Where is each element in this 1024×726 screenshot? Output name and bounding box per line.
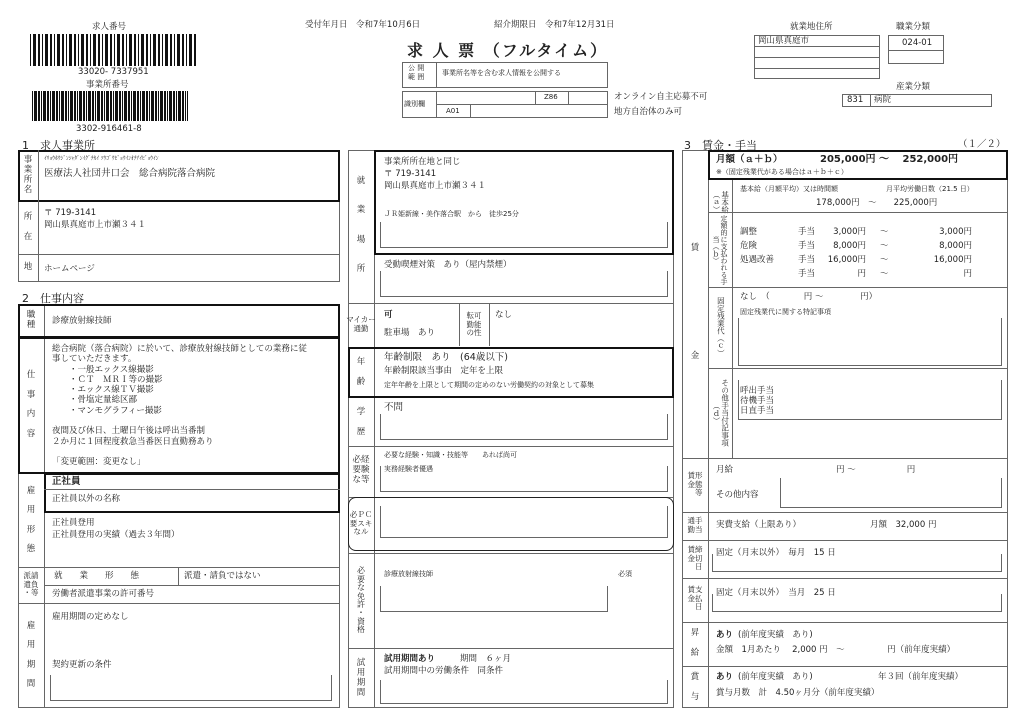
duties-label: 仕 事 内 容 (26, 370, 36, 439)
workplace-postal: 〒 719-3141 (384, 169, 437, 179)
allowance-unit: 手当 (798, 227, 816, 237)
workplace-address-value: 岡山県真庭市 (758, 36, 810, 46)
barcode-bar (95, 91, 96, 121)
trial-bracket (380, 680, 668, 704)
avg-work-days: 月平均労働日数（21.5 日） (886, 185, 974, 193)
payday-bracket (712, 594, 1002, 612)
wage-form-bracket (780, 478, 1002, 508)
barcode-bar (66, 34, 67, 66)
wage-form-label: 賃形 金態 等 (687, 471, 703, 498)
address-label: 所 在 (23, 212, 33, 242)
barcode-bar (122, 34, 124, 66)
bonus-record: (前年度実績 あり) (738, 672, 813, 682)
license-label: 必 要 な 免 許 ・ 資 格 (357, 566, 365, 635)
trial-value: 試用期間あり (384, 654, 436, 664)
duties-line: ・一般エックス線撮影 (52, 364, 154, 375)
barcode-bar (42, 34, 43, 66)
job-class-label: 職業分類 (896, 22, 931, 32)
transfer-label: 転可 勤能 の性 (466, 311, 482, 338)
commute-allowance-label: 通手 勤当 (687, 516, 703, 534)
license-bracket (380, 586, 608, 612)
dispatch-form: 就 業 形 態 (54, 571, 140, 581)
company-name: 医療法人社団井口会 総合病院落合病院 (44, 168, 216, 179)
education-value: 不問 (384, 402, 404, 413)
duties-line: ・エックス線ＴＶ撮影 (52, 385, 154, 396)
duties-line: 事していただきます。 (52, 354, 137, 365)
commute-allowance-text: 実費支給（上限あり） (716, 520, 802, 530)
allowance-max: 円 (963, 269, 972, 279)
license-name: 診療放射線技師 (384, 570, 433, 578)
barcode-bar (149, 91, 150, 121)
license-required: 必須 (618, 570, 632, 578)
local-gov-note: 地方自治体のみ可 (614, 107, 683, 117)
trial-conditions: 試用期間中の労働条件 同条件 (384, 666, 504, 676)
workplace-bracket (380, 222, 668, 248)
duties-line: ・骨塩定量総区鄙 (52, 395, 138, 406)
barcode-bar (169, 91, 172, 121)
promotion: 正社員登用 (52, 518, 95, 528)
barcode-bar (187, 91, 188, 121)
received-date: 受付年月日 令和7年10月6日 (305, 20, 421, 30)
base-wage-range: 178,000円 〜 225,000円 (816, 198, 938, 208)
barcode-bar (41, 91, 42, 121)
company-kana: ｲﾘｮｳﾎｳｼﾞﾝｼｬﾀﾞﾝｲｸﾞﾁｶｲ ｿｳｺﾞｳﾋﾞｮｳｲﾝｵﾁｱｲﾋﾞｮｳｲﾝ (44, 156, 159, 162)
raise-label: 昇 給 (690, 628, 700, 658)
duties-line (52, 416, 307, 426)
base-wage-text: 基本給（月額平均）又は時間額 (740, 185, 838, 193)
barcode-bar (56, 91, 58, 121)
commute-label: マイカー 通勤 (346, 315, 376, 333)
workplace-address: 岡山県真庭市上市瀬３４１ (384, 181, 487, 191)
barcode-bar (186, 34, 187, 66)
overtime-side-label: 固定残業代（ｃ） (716, 297, 726, 357)
payday-label: 賃支 金払 日 (687, 585, 703, 612)
barcode-bar (178, 91, 181, 121)
allowance-min: 3,000円 (833, 227, 866, 237)
barcode-bar (78, 34, 79, 66)
dispatch-value: 派遣・請負ではない (184, 571, 261, 581)
barcode-bar (34, 91, 37, 121)
industry-name: 病院 (874, 95, 892, 105)
barcode-bar (57, 34, 60, 66)
experience-detail: 実務経験者優遇 (384, 465, 433, 473)
allowance-sep: 〜 (880, 255, 889, 265)
duties-line: 「変更範囲：変更なし」 (52, 457, 146, 468)
other-allowance-item: 待機手当 (740, 396, 775, 406)
workplace-address-label: 就業地住所 (790, 22, 833, 32)
overtime-note: 固定残業代に関する特記事項 (740, 308, 831, 316)
allowance-name: 危険 (740, 241, 758, 251)
age-limit: 年齢制限 あり (64歳以下) (384, 352, 509, 363)
barcode-bar (50, 34, 52, 66)
overtime-bracket (738, 318, 1002, 366)
barcode-bar (43, 91, 46, 121)
bonus-times: 年３回（前年度実績） (878, 672, 964, 682)
promotion-record: 正社員登用の実績（過去３年間） (52, 530, 180, 540)
job-number-barcode (30, 34, 196, 66)
barcode-bar (133, 91, 136, 121)
employment-label: 雇 用 形 態 (26, 485, 36, 555)
industry-box (842, 94, 992, 107)
occupation-value: 診療放射線技師 (52, 316, 112, 326)
barcode-bar (65, 91, 67, 121)
renewal-conditions: 契約更新の条件 (52, 660, 112, 670)
barcode-bar (122, 91, 123, 121)
page-title: 求 人 票 （フルタイム） (407, 41, 609, 60)
duties-line: ２か月に１回程度救急当番医日直勤務あり (52, 436, 214, 447)
barcode-bar (177, 34, 180, 66)
allowance-sep: 〜 (880, 227, 889, 237)
barcode-bar (30, 34, 31, 66)
wage-form-range: 円 〜 円 (836, 465, 916, 475)
allowance-max: 3,000円 (939, 227, 972, 237)
barcode-bar (61, 91, 64, 121)
barcode-bar (131, 91, 132, 121)
monthly-wage-range: 205,000円 〜 252,000円 (820, 154, 959, 165)
barcode-bar (74, 91, 76, 121)
job-number-label: 求人番号 (92, 22, 127, 32)
barcode-bar (45, 34, 48, 66)
barcode-bar (62, 34, 64, 66)
barcode-bar (115, 91, 118, 121)
barcode-bar (142, 91, 145, 121)
job-class-value: 024-01 (902, 38, 933, 48)
industry-label: 産業分類 (896, 82, 931, 92)
other-allowance-side-label: その他手当付記事項（ｄ） (712, 379, 730, 447)
dispatch-label: 派請 遣負 ・等 (23, 571, 39, 598)
allowance-min: 円 (857, 269, 866, 279)
office-number: 3302-916461-8 (76, 124, 142, 134)
barcode-bar (146, 91, 148, 121)
barcode-bar (79, 91, 82, 121)
cutoff-value: 固定（月末以外） 毎月 15 日 (716, 548, 836, 558)
occupation-label: 職 種 (26, 310, 36, 330)
barcode-bar (146, 34, 148, 66)
barcode-bar (182, 34, 184, 66)
payday-value: 固定（月末以外） 当月 25 日 (716, 588, 836, 598)
other-allowance-item: 日直手当 (740, 406, 775, 416)
base-wage-side-label: 基本給（ａ） (712, 190, 730, 214)
duties-line: 夜間及び休日、土曜日午後は呼出当番制 (52, 426, 206, 437)
allowance-sep: 〜 (880, 269, 889, 279)
trial-period: 期間 ６ヶ月 (460, 654, 512, 664)
barcode-bar (119, 91, 121, 121)
education-label: 学 歴 (356, 407, 366, 437)
section-1-heading: 1 求人事業所 (22, 139, 95, 152)
barcode-bar (52, 91, 55, 121)
barcode-bar (194, 34, 196, 66)
cutoff-label: 賃締 金切 日 (687, 545, 703, 572)
company-postal: 〒 719-3141 (44, 208, 97, 218)
office-number-label: 事業所番号 (86, 80, 129, 90)
barcode-bar (32, 91, 33, 121)
workplace-same-as: 事業所所在地と同じ (384, 157, 461, 167)
barcode-bar (98, 34, 100, 66)
experience-label: 必経 要験 な等 (352, 455, 370, 485)
area-label: 地 (23, 262, 33, 273)
age-note: 定年年齢を上限として期間の定めのない労働契約の対象として募集 (384, 381, 594, 389)
duties-line: ・ＣＴ ＭＲＩ等の撮影 (52, 374, 163, 385)
barcode-bar (102, 34, 103, 66)
industry-code: 831 (847, 95, 864, 105)
commute-allowance-amount: 月額 32,000 円 (870, 520, 937, 530)
barcode-bar (113, 91, 114, 121)
barcode-bar (167, 91, 168, 121)
transfer-value: なし (495, 310, 513, 320)
employment-type: 正社員 (52, 476, 81, 487)
allowance-max: 8,000円 (939, 241, 972, 251)
barcode-bar (69, 34, 72, 66)
allowance-name: 処遇改善 (740, 255, 775, 265)
barcode-bar (137, 91, 139, 121)
barcode-bar (150, 34, 151, 66)
barcode-bar (138, 34, 139, 66)
workplace-label: 就 業 場 所 (356, 176, 366, 275)
period-value: 雇用期間の定めなし (52, 612, 129, 622)
barcode-bar (160, 91, 163, 121)
barcode-bar (68, 91, 69, 121)
barcode-bar (151, 91, 154, 121)
homepage-label: ホームページ (44, 264, 95, 274)
page-indicator: （１／２） (958, 139, 1006, 150)
smoking-policy: 受動喫煙対策 あり（屋内禁煙） (384, 260, 512, 270)
barcode-bar (101, 91, 103, 121)
barcode-bar (155, 91, 157, 121)
workplace-access: ＪＲ姫新線・美作落合駅 から 徒歩25分 (384, 210, 519, 218)
barcode-bar (110, 34, 112, 66)
employment-type-box (44, 473, 340, 513)
barcode-bar (124, 91, 127, 121)
barcode-bar (134, 34, 136, 66)
barcode-bar (164, 91, 166, 121)
barcode-bar (173, 91, 175, 121)
barcode-bar (185, 91, 186, 121)
barcode-bar (158, 91, 159, 121)
allowance-min: 8,000円 (833, 241, 866, 251)
barcode-bar (50, 91, 51, 121)
barcode-bar (105, 34, 108, 66)
allowance-sep: 〜 (880, 241, 889, 251)
overtime-value: なし （ 円 〜 円） (740, 292, 878, 302)
section-2-heading: 2 仕事内容 (22, 292, 84, 305)
job-number: 33020- 7337951 (78, 67, 149, 77)
pc-skill-label: 必ＰＣ 要スキ なル (349, 510, 373, 537)
barcode-bar (86, 91, 87, 121)
allowance-unit: 手当 (798, 255, 816, 265)
referral-deadline: 紹介期限日 令和7年12月31日 (494, 20, 615, 30)
dispatch-permit: 労働者派遣事業の許可番号 (52, 589, 155, 599)
barcode-bar (126, 34, 127, 66)
monthly-wage-label: 月額（ａ＋ｂ） (716, 154, 783, 165)
other-allowance-item: 呼出手当 (740, 386, 775, 396)
duties-text (52, 344, 307, 468)
trial-label: 試 用 期 間 (356, 658, 366, 698)
barcode-bar (104, 91, 105, 121)
barcode-bar (70, 91, 73, 121)
barcode-bar (182, 91, 184, 121)
pc-skill-bracket (380, 506, 668, 538)
duties-line: ・マンモグラフィー撮影 (52, 405, 162, 416)
barcode-bar (106, 91, 109, 121)
barcode-bar (33, 34, 36, 66)
allowance-unit: 手当 (798, 269, 816, 279)
commute-value: 可 (384, 310, 393, 320)
barcode-bar (97, 91, 100, 121)
raise-value: あり (716, 630, 734, 640)
other-allowance-bracket (738, 380, 1002, 420)
wage-form-monthly: 月給 (716, 465, 734, 475)
experience-bracket (380, 466, 668, 492)
barcode-bar (158, 34, 160, 66)
barcode-bar (86, 34, 88, 66)
duties-line: 総合病院（落合病院）に於いて、診療放射線技師としての業務に従 (52, 344, 307, 354)
section-3-heading: 3 賃金・手当 (684, 139, 757, 152)
barcode-bar (117, 34, 120, 66)
barcode-bar (74, 34, 76, 66)
allowance-min: 16,000円 (827, 255, 866, 265)
duties-line (52, 447, 307, 457)
barcode-bar (38, 91, 40, 121)
parking: 駐車場 あり (384, 328, 436, 338)
company-name-label: 事 業 所 名 (23, 155, 33, 195)
age-label: 年 齢 (356, 357, 366, 387)
barcode-bar (129, 34, 132, 66)
period-label: 雇 用 期 間 (26, 620, 36, 690)
publication-text: 事業所名等を含む求人情報を公開する (442, 69, 561, 77)
allowance-unit: 手当 (798, 241, 816, 251)
barcode-bar (153, 34, 156, 66)
bonus-months: 賞与月数 計 4.50ヶ月分（前年度実績） (716, 688, 880, 698)
online-note: オンライン自主応募不可 (614, 92, 708, 102)
monthly-wage-note: ※（固定残業代がある場合はａ＋ｂ＋ｃ） (716, 168, 848, 176)
fixed-allowance-side-label: 定額的に支払われる手当（ｂ） (712, 215, 729, 285)
bonus-label: 賞 与 (690, 672, 700, 702)
id-code-1: Z86 (544, 93, 558, 101)
education-bracket (380, 414, 668, 440)
barcode-bar (47, 91, 49, 121)
raise-record: (前年度実績 あり) (738, 630, 813, 640)
wage-form-other: その他内容 (716, 490, 759, 500)
barcode-bar (77, 91, 78, 121)
allowance-name: 調整 (740, 227, 758, 237)
barcode-bar (92, 91, 94, 121)
barcode-bar (114, 34, 115, 66)
barcode-bar (140, 91, 141, 121)
smoking-bracket (380, 271, 668, 297)
barcode-bar (165, 34, 168, 66)
company-address: 岡山県真庭市上市瀬３４１ (44, 220, 147, 230)
barcode-bar (88, 91, 91, 121)
barcode-bar (170, 34, 172, 66)
barcode-bar (90, 34, 91, 66)
barcode-bar (83, 91, 85, 121)
id-code-2: A01 (446, 107, 460, 115)
raise-amount: 金額 1月あたり 2,000 円 〜 円（前年度実績） (716, 645, 956, 655)
office-number-barcode (32, 91, 188, 121)
barcode-bar (189, 34, 192, 66)
allowance-max: 16,000円 (933, 255, 972, 265)
wage-label: 賃 金 (690, 243, 700, 361)
barcode-bar (54, 34, 55, 66)
barcode-bar (38, 34, 40, 66)
id-label: 識別欄 (404, 100, 425, 108)
barcode-bar (59, 91, 60, 121)
experience-value: 必要な経験・知識・技能等 あれば尚可 (384, 451, 517, 459)
barcode-bar (110, 91, 112, 121)
barcode-bar (141, 34, 144, 66)
renewal-bracket (50, 675, 332, 701)
barcode-bar (162, 34, 163, 66)
barcode-bar (81, 34, 84, 66)
cutoff-bracket (712, 554, 1002, 572)
barcode-bar (174, 34, 175, 66)
employment-other-name: 正社員以外の名称 (52, 494, 121, 504)
barcode-bar (176, 91, 177, 121)
barcode-bar (93, 34, 96, 66)
bonus-value: あり (716, 672, 734, 682)
barcode-bar (128, 91, 130, 121)
publication-label: 公 開 範 囲 (408, 64, 425, 81)
age-reason: 年齢制限該当事由 定年を上限 (384, 366, 504, 376)
